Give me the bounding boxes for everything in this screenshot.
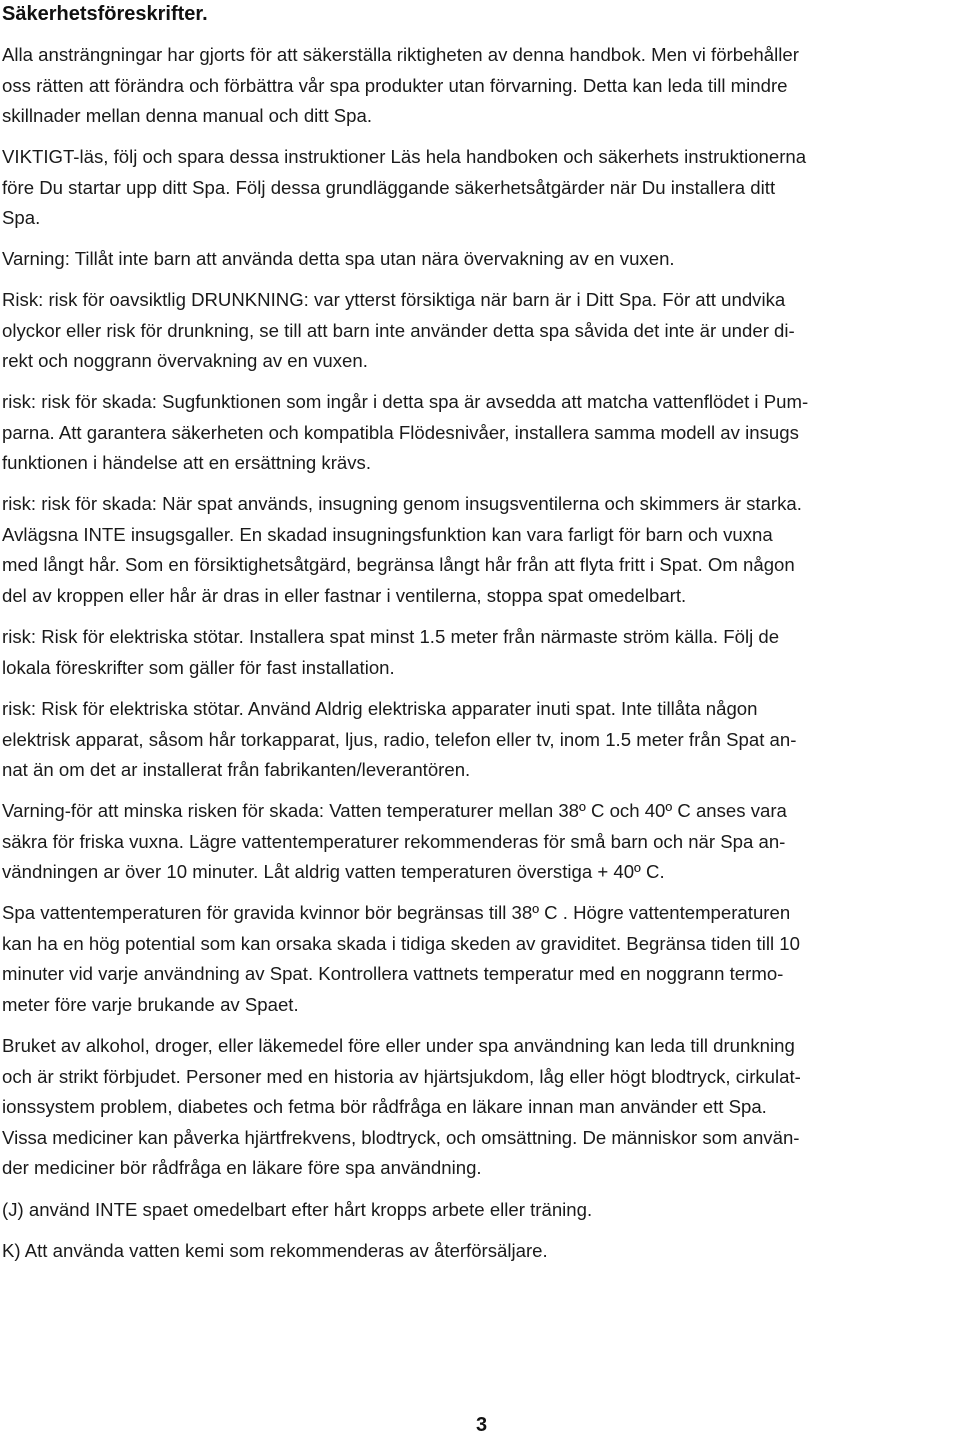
paragraph-line: lokala föreskrifter som gäller för fast installation. (2, 656, 395, 678)
paragraph-line: meter före varje brukande av Spaet. (2, 993, 299, 1015)
paragraph-risk-suction (2, 387, 808, 479)
paragraph-line: oss rätten att förändra och förbättra vår spa produkter utan förvarning. Detta kan leda till mindre (2, 74, 788, 96)
paragraph-line: Vissa mediciner kan påverka hjärtfrekvens, blodtryck, och omsättning. De människor som använ- (2, 1126, 800, 1148)
paragraph-line: Avlägsna INTE insugsgaller. En skadad insugningsfunktion kan vara farligt för barn och vuxna (2, 523, 773, 545)
paragraph-risk-electric-appliances (2, 694, 796, 786)
paragraph-risk-drowning (2, 285, 795, 377)
paragraph-line: minuter vid varje användning av Spat. Kontrollera vattnets temperatur med en noggrann termo- (2, 963, 784, 985)
paragraph-line: elektrisk apparat, såsom hår torkapparat, ljus, radio, telefon eller tv, inom 1.5 meter från Spat an- (2, 728, 797, 750)
paragraph-line: risk: Risk för elektriska stötar. Använd Aldrig elektriska apparater inuti spat. Inte tillåta någon (2, 698, 758, 719)
paragraph-line: före Du startar upp ditt Spa. Följ dessa grundläggande säkerhetsåtgärder när Du installera ditt (2, 176, 776, 198)
paragraph-line: Spa. (2, 207, 41, 229)
paragraph-line: kan ha en hög potential som kan orsaka skada i tidiga skeden av graviditet. Begränsa tiden till 10 (2, 932, 800, 954)
paragraph-line: der mediciner bör rådfråga en läkare före spa användning. (2, 1157, 482, 1179)
paragraph-line: skillnader mellan denna manual och ditt Spa. (2, 105, 373, 127)
paragraph-line: olyckor eller risk för drunkning, se till att barn inte använder detta spa såvida det inte är under di- (2, 319, 795, 341)
paragraph-warning-temperature (2, 796, 787, 888)
paragraph-line: risk: risk för skada: Sugfunktionen som ingår i detta spa är avsedda att matcha vattenflödet i Pum- (2, 391, 809, 412)
paragraph-line: del av kroppen eller hår är dras in eller fastnar i ventilerna, stoppa spat omedelbart. (2, 584, 687, 606)
page-title: Säkerhetsföreskrifter. (2, 3, 208, 25)
paragraph-item-j (2, 1195, 592, 1226)
paragraph-line: vändningen ar över 10 minuter. Låt aldrig vatten temperaturen överstiga + 40º C. (2, 861, 665, 883)
paragraph-line: Varning: Tillåt inte barn att använda detta spa utan nära övervakning av en vuxen. (2, 248, 675, 269)
paragraph-line: K) Att använda vatten kemi som rekommenderas av återförsäljare. (2, 1240, 548, 1261)
paragraph-line: risk: risk för skada: När spat används, insugning genom insugsventilerna och skimmers är starka. (2, 493, 802, 514)
paragraph-risk-electric-distance (2, 622, 779, 683)
paragraph-line: Risk: risk för oavsiktlig DRUNKNING: var ytterst försiktiga när barn är i Ditt Spa. För att undvika (2, 289, 786, 310)
paragraph-line: risk: Risk för elektriska stötar. Installera spat minst 1.5 meter från närmaste ström källa. Följ de (2, 626, 780, 647)
paragraph-risk-intake (2, 489, 802, 611)
paragraph-line: Bruket av alkohol, droger, eller läkemedel före eller under spa användning kan leda till drunkning (2, 1035, 795, 1056)
paragraph-line: parna. Att garantera säkerheten och kompatibla Flödesnivåer, installera samma modell av insugs (2, 421, 799, 443)
paragraph-line: (J) använd INTE spaet omedelbart efter hårt kropps arbete eller träning. (2, 1199, 593, 1220)
page-number: 3 (476, 1414, 488, 1436)
paragraph-line: Spa vattentemperaturen för gravida kvinnor bör begränsas till 38º C . Högre vattentemperaturen (2, 902, 791, 923)
paragraph-line: Alla ansträngningar har gjorts för att säkerställa riktigheten av denna handbok. Men vi förbehåller (2, 44, 799, 65)
paragraph-alcohol-medicine (2, 1031, 801, 1184)
paragraph-line: med långt hår. Som en försiktighetsåtgärd, begränsa långt hår från att flyta fritt i Spat. Om någon (2, 554, 795, 576)
paragraph-item-k (2, 1236, 548, 1267)
paragraph-pregnant (2, 898, 800, 1020)
paragraph-warning-children (2, 244, 675, 275)
paragraph-line: Varning-för att minska risken för skada: Vatten temperaturer mellan 38º C och 40º C anses vara (2, 800, 787, 821)
paragraph-intro (2, 40, 799, 132)
paragraph-line: VIKTIGT-läs, följ och spara dessa instruktioner Läs hela handboken och säkerhets instruktionerna (2, 146, 807, 167)
paragraph-important (2, 142, 806, 234)
paragraph-line: ionssystem problem, diabetes och fetma bör rådfråga en läkare innan man använder ett Spa. (2, 1096, 767, 1118)
paragraph-line: nat än om det ar installerat från fabrikanten/leverantören. (2, 759, 471, 781)
paragraph-line: säkra för friska vuxna. Lägre vattentemperaturer rekommenderas för små barn och när Spa an- (2, 830, 786, 852)
paragraph-line: rekt och noggrann övervakning av en vuxen. (2, 350, 368, 372)
paragraph-line: funktionen i händelse att en ersättning krävs. (2, 452, 372, 474)
paragraph-line: och är strikt förbjudet. Personer med en historia av hjärtsjukdom, låg eller högt blodtryck, cirkulat- (2, 1065, 801, 1087)
